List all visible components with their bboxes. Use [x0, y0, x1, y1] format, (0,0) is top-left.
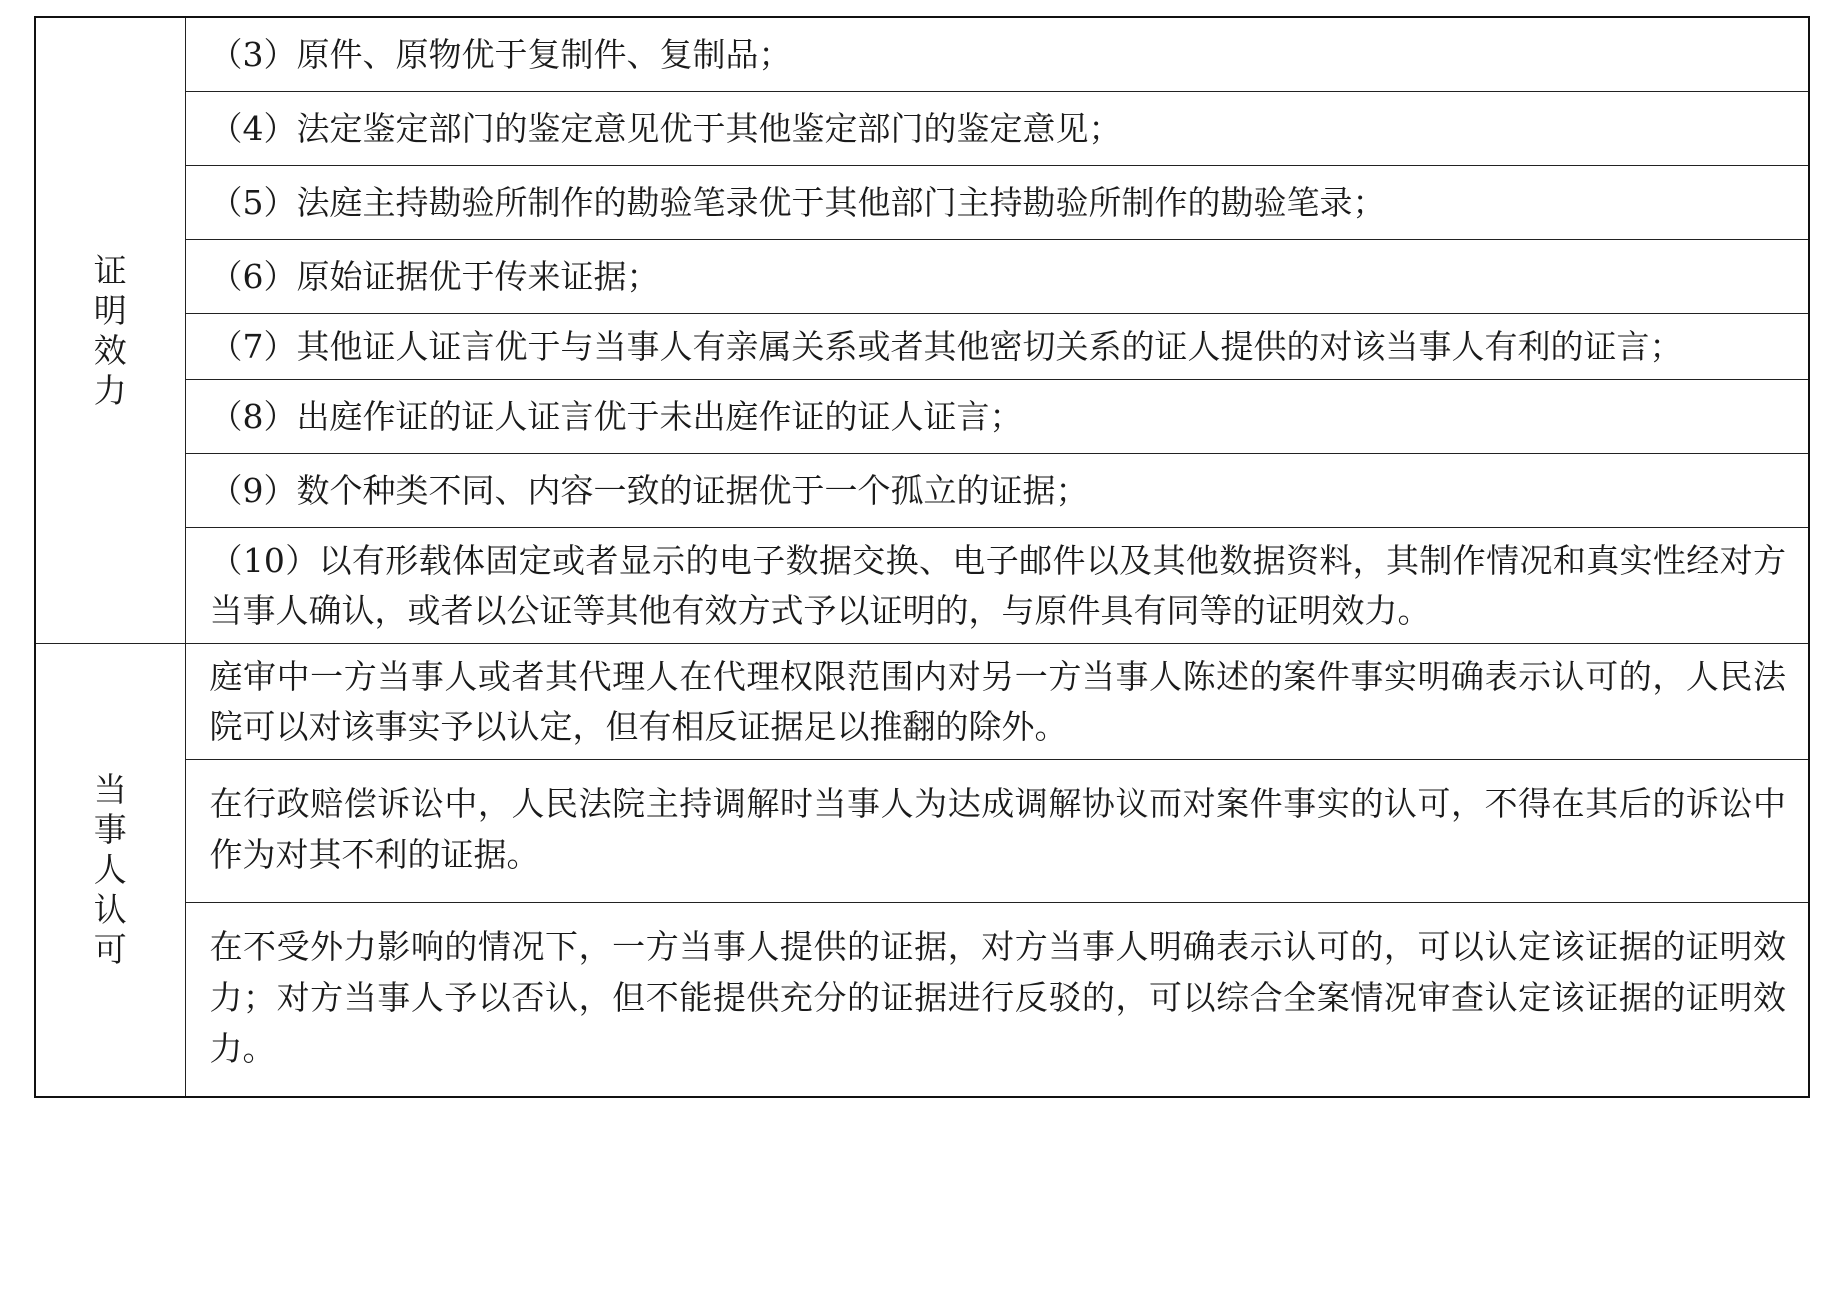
- table-cell: （6）原始证据优于传来证据；: [185, 240, 1809, 314]
- table-cell: 在不受外力影响的情况下，一方当事人提供的证据，对方当事人明确表示认可的，可以认定该证据的证明效力；对方当事人予以否认，但不能提供充分的证据进行反驳的，可以综合全案情况审查认定该证据的证明效力。: [185, 903, 1809, 1098]
- table-cell: （7）其他证人证言优于与当事人有亲属关系或者其他密切关系的证人提供的对该当事人有利的证言；: [185, 314, 1809, 380]
- table-row: [35, 380, 1809, 454]
- table-row: [35, 166, 1809, 240]
- section-label-cell: [35, 17, 185, 644]
- table-row: [35, 92, 1809, 166]
- table-row: [35, 314, 1809, 380]
- evidence-rules-table: [34, 16, 1810, 1098]
- table-cell: （8）出庭作证的证人证言优于未出庭作证的证人证言；: [185, 380, 1809, 454]
- section-label-cell: [35, 644, 185, 1098]
- table-row: [35, 17, 1809, 92]
- table-row: [35, 903, 1809, 1098]
- table-cell: （3）原件、原物优于复制件、复制品；: [185, 17, 1809, 92]
- table-row: [35, 528, 1809, 644]
- section-label: 证明效力: [93, 250, 127, 410]
- table-row: [35, 644, 1809, 760]
- table-cell: （10）以有形载体固定或者显示的电子数据交换、电子邮件以及其他数据资料，其制作情况和真实性经对方当事人确认，或者以公证等其他有效方式予以证明的，与原件具有同等的证明效力。: [185, 528, 1809, 644]
- table-cell: （5）法庭主持勘验所制作的勘验笔录优于其他部门主持勘验所制作的勘验笔录；: [185, 166, 1809, 240]
- section-label: 当事人认可: [93, 770, 127, 969]
- table-cell: （9）数个种类不同、内容一致的证据优于一个孤立的证据；: [185, 454, 1809, 528]
- table-row: [35, 454, 1809, 528]
- table-cell: 庭审中一方当事人或者其代理人在代理权限范围内对另一方当事人陈述的案件事实明确表示认可的，人民法院可以对该事实予以认定，但有相反证据足以推翻的除外。: [185, 644, 1809, 760]
- table-row: [35, 240, 1809, 314]
- table-cell: （4）法定鉴定部门的鉴定意见优于其他鉴定部门的鉴定意见；: [185, 92, 1809, 166]
- table-row: [35, 760, 1809, 903]
- table-cell: 在行政赔偿诉讼中，人民法院主持调解时当事人为达成调解协议而对案件事实的认可，不得在其后的诉讼中作为对其不利的证据。: [185, 760, 1809, 903]
